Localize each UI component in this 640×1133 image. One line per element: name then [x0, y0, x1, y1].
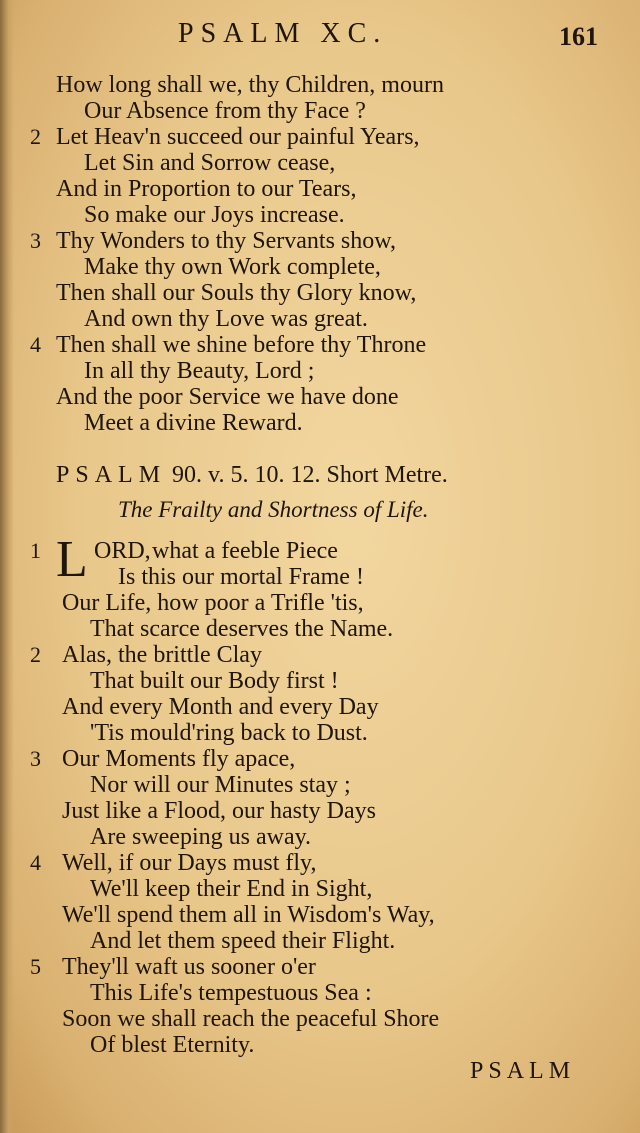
verse-line	[0, 202, 640, 228]
verse-line	[0, 384, 640, 410]
verse-line	[0, 538, 640, 564]
verse-text: This Life's tempestuous Sea :	[90, 980, 372, 1006]
verse-text: And every Month and every Day	[62, 694, 379, 720]
verse-text: Our Moments fly apace,	[62, 746, 296, 772]
verse-line	[0, 590, 640, 616]
verse-number: 4	[30, 850, 41, 875]
verse-line	[0, 876, 640, 902]
verse-text: So make our Joys increase.	[84, 202, 345, 228]
verse-line	[0, 1032, 640, 1058]
verse-text: Of blest Eternity.	[90, 1032, 255, 1058]
verse-line	[0, 616, 640, 642]
verse-text: Let Sin and Sorrow cease,	[84, 150, 336, 176]
verse-text: what a feeble Piece	[152, 538, 338, 564]
verse-text: That built our Body first !	[90, 668, 339, 694]
running-head: PSALM XC.	[178, 18, 388, 49]
verse-line	[0, 332, 640, 358]
verse-line	[0, 410, 640, 436]
verse-text: That scarce deserves the Name.	[90, 616, 394, 642]
verse-text: We'll spend them all in Wisdom's Way,	[62, 902, 435, 928]
verse-number: 2	[30, 124, 41, 149]
verse-number: 1	[30, 538, 41, 563]
verse-line	[0, 720, 640, 746]
verse-line	[0, 254, 640, 280]
verse-text: In all thy Beauty, Lord ;	[84, 358, 315, 384]
verse-text: Nor will our Minutes stay ;	[90, 772, 351, 798]
drop-cap: L	[56, 531, 88, 588]
verse-line	[0, 746, 640, 772]
verse-text: Thy Wonders to thy Servants show,	[56, 228, 397, 254]
verse-text: Well, if our Days must fly,	[62, 850, 317, 876]
catchword: PSALM	[470, 1058, 576, 1084]
verse-line	[0, 280, 640, 306]
psalm-title	[56, 462, 616, 492]
verse-text: How long shall we, thy Children, mourn	[56, 72, 444, 98]
verse-text: And own thy Love was great.	[84, 306, 368, 332]
page-number: 161	[559, 22, 598, 51]
verse-line	[0, 358, 640, 384]
verse-text: Then shall our Souls thy Glory know,	[56, 280, 417, 306]
verse-text: Then shall we shine before thy Throne	[56, 332, 427, 358]
verse-line	[0, 772, 640, 798]
psalm-reference: 90. v. 5. 10. 12.	[172, 462, 321, 488]
verse-text: 'Tis mould'ring back to Dust.	[90, 720, 368, 746]
verse-line	[0, 928, 640, 954]
verse-text: Let Heav'n succeed our painful Years,	[56, 124, 420, 150]
verse-line	[0, 176, 640, 202]
page-header	[0, 14, 640, 54]
verse-line	[0, 1006, 640, 1032]
first-word-rest: ORD,	[94, 538, 151, 564]
psalm-word: PSALM	[56, 462, 167, 488]
verse-text: And the poor Service we have done	[56, 384, 399, 410]
verse-line	[0, 306, 640, 332]
verse-number: 5	[30, 954, 41, 979]
verse-line	[0, 798, 640, 824]
verse-number: 3	[30, 228, 41, 253]
verse-line	[0, 564, 640, 590]
verse-line	[0, 902, 640, 928]
verse-line	[0, 694, 640, 720]
verse-line	[0, 72, 640, 98]
verse-line	[0, 850, 640, 876]
verse-text: Alas, the brittle Clay	[62, 642, 262, 668]
verse-line	[0, 668, 640, 694]
verse-text: Are sweeping us away.	[90, 824, 312, 850]
verse-text: Make thy own Work complete,	[84, 254, 381, 280]
verse-line	[0, 150, 640, 176]
verse-line	[0, 980, 640, 1006]
verse-text: Soon we shall reach the peaceful Shore	[62, 1006, 440, 1032]
verse-text: They'll waft us sooner o'er	[62, 954, 316, 980]
verse-line	[0, 124, 640, 150]
verse-number: 4	[30, 332, 41, 357]
verse-number: 3	[30, 746, 41, 771]
verse-line	[0, 228, 640, 254]
verse-text: Our Life, how poor a Trifle 'tis,	[62, 590, 364, 616]
verse-text: Just like a Flood, our hasty Days	[62, 798, 376, 824]
verse-line	[0, 954, 640, 980]
verse-text: Meet a divine Reward.	[84, 410, 303, 436]
verse-line	[0, 824, 640, 850]
verse-text: We'll keep their End in Sight,	[90, 876, 373, 902]
verse-line	[0, 98, 640, 124]
verse-text: Is this our mortal Frame !	[118, 564, 364, 590]
verse-number: 2	[30, 642, 41, 667]
psalm-metre: Short Metre.	[326, 462, 448, 488]
verse-line	[0, 642, 640, 668]
verse-text: Our Absence from thy Face ?	[84, 98, 366, 124]
verse-text: And in Proportion to our Tears,	[56, 176, 357, 202]
verse-text: And let them speed their Flight.	[90, 928, 396, 954]
psalm-subtitle: The Frailty and Shortness of Life.	[118, 497, 429, 522]
